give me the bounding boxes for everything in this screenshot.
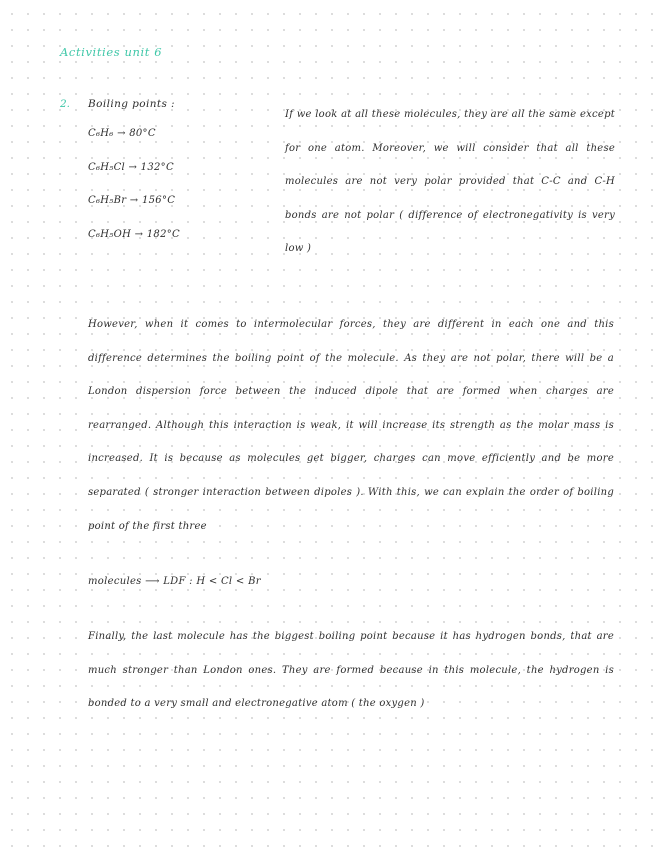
boiling-point-benzene: C₆H₆ → 80°C xyxy=(88,128,156,139)
page-title: Activities unit 6 xyxy=(60,45,163,59)
question-number: 2. xyxy=(60,98,71,110)
polarity-explanation: If we look at all these molecules, they are all the same except for one atom. Moreover, we will consider that all these molecules are not very polar provided that C-C and C-H bonds are not polar ( difference of electronegativity is very low ) xyxy=(285,109,615,255)
boiling-points-list xyxy=(88,128,180,262)
question-heading: Boiling points : xyxy=(88,98,175,110)
intermolecular-forces-paragraph: However, when it comes to intermolecular forces, they are different in each one and this difference determines the boiling point of the molecule. As they are not polar, there will be a London dispersion force between the induced dipole that are formed when charges are rearranged. Although this interaction is weak, it will increase its strength as the molar mass is increased. It is because as molecules get bigger, charges can move efficiently and be more separated ( stronger interaction between dipoles ). With this, we can explain the order of boiling point of the first three xyxy=(88,319,614,532)
boiling-point-bromobenzene: C₆H₅Br → 156°C xyxy=(88,195,176,207)
boiling-point-phenol: C₆H₅OH → 182°C xyxy=(88,228,180,240)
boiling-point-chlorobenzene: C₆H₅Cl → 132°C xyxy=(88,161,174,173)
hydrogen-bond-paragraph: Finally, the last molecule has the biggest boiling point because it has hydrogen bonds, that are much stronger than London ones. They are formed because in this molecule, the hydrogen is bonded to a very small and electronegative atom ( the oxygen ) xyxy=(88,631,614,710)
ldf-order-line: molecules ⟶ LDF : H < Cl < Br xyxy=(88,576,261,587)
